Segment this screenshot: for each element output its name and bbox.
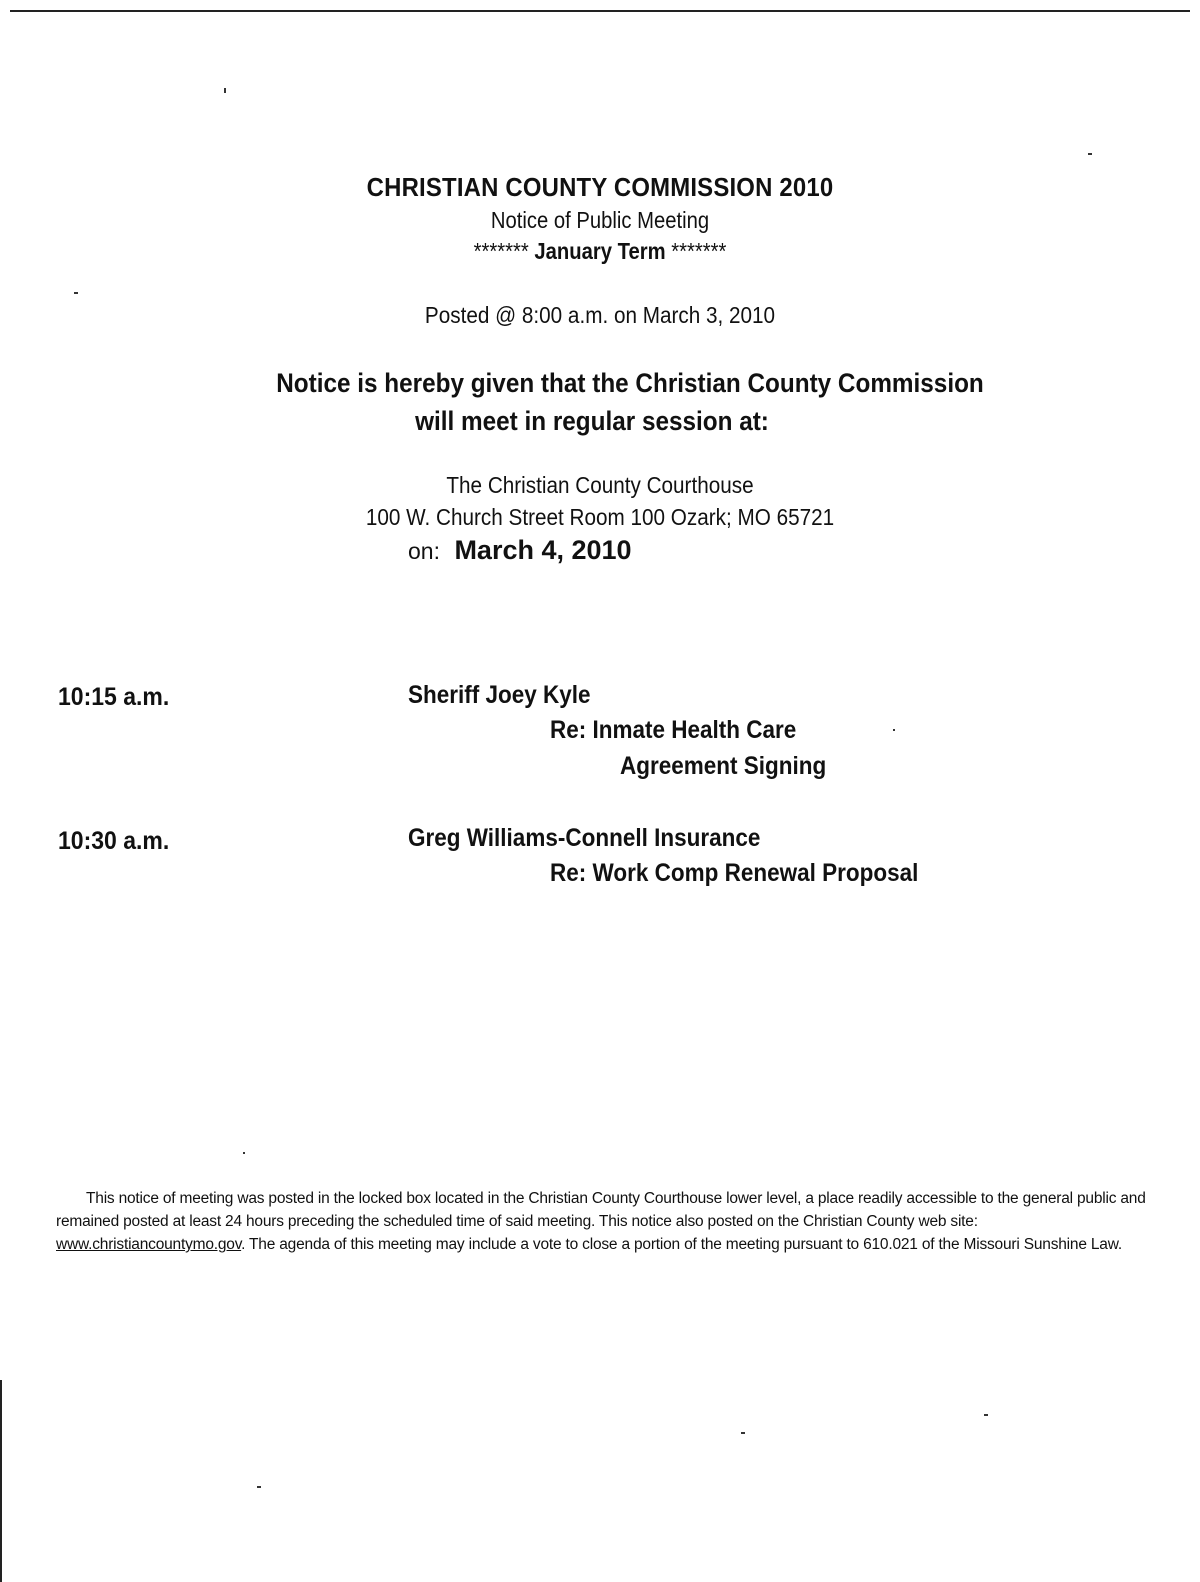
location-address: 100 W. Church Street Room 100 Ozark; MO 65721 [365,504,835,530]
meeting-date: March 4, 2010 [454,535,632,565]
term-suffix: ******* [671,238,727,264]
scan-speck [243,1152,245,1154]
scan-speck [893,729,895,731]
agenda-topic-continued: Agreement Signing [620,752,827,780]
document-subtitle: Notice of Public Meeting [490,207,710,233]
term-label: January Term [534,238,666,264]
term-line [72,238,1128,265]
agenda-presenter: Greg Williams-Connell Insurance [408,824,761,852]
meeting-date-line [408,535,632,566]
scan-speck [1088,153,1092,155]
agenda-topic: Re: Work Comp Renewal Proposal [550,859,919,887]
agenda-time: 10:30 a.m. [58,827,170,855]
scan-speck [257,1486,261,1488]
location-building: The Christian County Courthouse [446,472,754,498]
term-prefix: ******* [473,238,529,264]
agenda-time: 10:15 a.m. [58,683,170,711]
agenda-presenter: Sheriff Joey Kyle [408,681,591,709]
website-link[interactable]: www.christiancountymo.gov [56,1236,242,1253]
scan-speck [74,292,78,294]
page-left-edge [0,1380,2,1582]
scan-speck [741,1432,745,1434]
notice-line-2: will meet in regular session at: [415,406,769,436]
page-top-edge [10,10,1190,12]
on-label: on: [408,538,440,564]
document-title: CHRISTIAN COUNTY COMMISSION 2010 [366,172,834,202]
footer-text-continued: . The agenda of this meeting may include a vote to close a portion of the meeting pursuant to 610.021 of the Missouri Sunshine Law. [241,1236,1122,1253]
notice-line-1: Notice is hereby given that the Christian County Commission [276,368,984,398]
posted-line: Posted @ 8:00 a.m. on March 3, 2010 [424,302,776,328]
scan-speck [984,1414,988,1416]
agenda-topic: Re: Inmate Health Care [550,716,797,744]
footer-text: This notice of meeting was posted in the locked box located in the Christian County Courthouse lower level, a place readily accessible to the general public and remained posted at least 24 hours preceding the scheduled time of said meeting. This notice also posted on the Christian County web site: [56,1190,1146,1230]
scan-speck [224,88,226,93]
posting-notice-footer [56,1187,1146,1256]
